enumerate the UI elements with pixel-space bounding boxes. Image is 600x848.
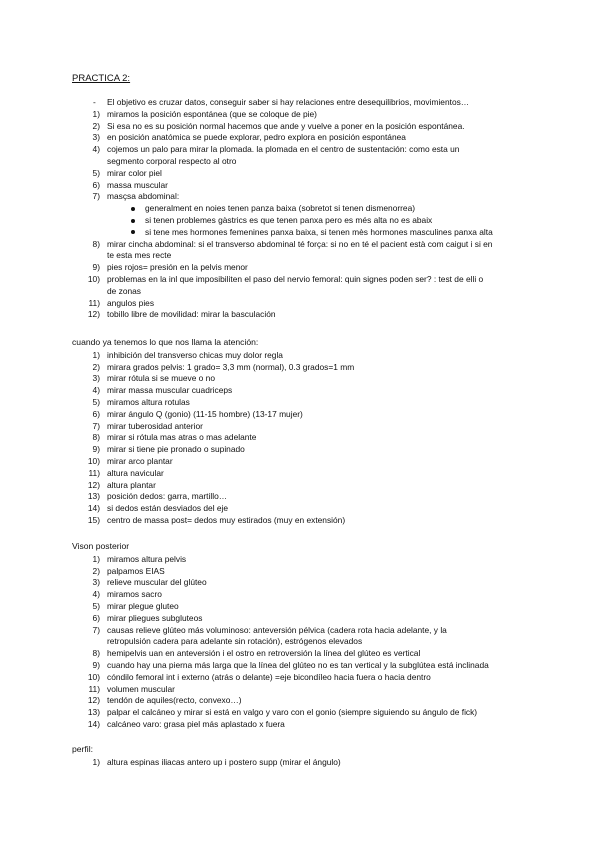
list-item-text: volumen muscular — [107, 683, 175, 694]
list-item-text: causas relieve glúteo más voluminoso: anteversión pélvica (cadera rota hacia adelante, y la — [107, 624, 447, 635]
list-item-text: mirar pliegues subgluteos — [107, 612, 203, 623]
list-item-number: 3) — [92, 373, 100, 384]
list-item-number: 14) — [87, 719, 100, 729]
list-item-number: 15) — [87, 515, 100, 525]
list-item-number: 9) — [92, 660, 100, 670]
list-item-text: si dedos están desviados del eje — [107, 503, 229, 514]
list-item-number: 8) — [92, 432, 100, 443]
list-item-number: 10) — [87, 456, 100, 466]
list-item-text: tendón de aquiles(recto, convexo…) — [107, 695, 242, 706]
list-item-text: cóndilo femoral int i externo (atrás o delante) =eje bicondíleo hacia fuera o hacia dentro — [107, 671, 431, 682]
list-item-text: mirar si rótula mas atras o mas adelante — [107, 432, 257, 443]
list-item-number: 1) — [92, 349, 100, 360]
list-item-number: 9) — [92, 444, 100, 455]
list-item-number: 8) — [92, 648, 100, 659]
bullet-icon — [131, 230, 135, 234]
list-item-text: relieve muscular del glúteo — [107, 577, 207, 588]
list-item-number: 10) — [87, 671, 100, 682]
list-item-text: altura plantar — [107, 479, 156, 490]
list-item-number: 14) — [87, 503, 100, 514]
list-item-text: mirar arco plantar — [107, 456, 173, 466]
list-item-number: 1) — [92, 108, 100, 119]
list-item-text: palpamos EIAS — [107, 565, 165, 576]
list-item-text: altura espinas iliacas antero up i postero supp (mirar el ángulo) — [107, 756, 341, 767]
list-item-text: masçsa abdominal: — [107, 191, 180, 202]
list-item-number: 13) — [87, 707, 100, 718]
list-item-number: 12) — [87, 309, 100, 320]
section-heading: cuando ya tenemos lo que nos llama la atención: — [72, 337, 259, 347]
list-item-number: 8) — [92, 238, 100, 249]
list-item-text: mirar massa muscular cuadriceps — [107, 385, 233, 396]
list-item-text: de zonas — [107, 285, 141, 296]
list-item-text: tobillo libre de movilidad: mirar la basculación — [107, 309, 276, 320]
list-item-text: segmento corporal respecto al otro — [107, 156, 237, 166]
list-item-text: altura navicular — [107, 467, 164, 478]
list-item-text: miramos altura pelvis — [107, 553, 187, 564]
list-item-text: mirar color piel — [107, 167, 162, 178]
bullet-text: si tene mes hormones femenines panxa baixa, si tenen mès hormones masculines panxa alta — [145, 226, 493, 237]
list-item-text: en posición anatómica se puede explorar, pedro explora en posición espontánea — [107, 132, 406, 143]
list-item-number: 5) — [92, 397, 100, 407]
list-item-text: problemas en la inl que imposibiliten el paso del nervio femoral: quin signes poden ser? : test de elli o — [107, 274, 484, 284]
list-item-number: 11) — [88, 297, 100, 308]
list-item-text: posición dedos: garra, martillo… — [107, 491, 228, 502]
list-item-text: palpar el calcáneo y mirar si está en valgo y varo con el gonio (siempre siguiendo su ángulo de fick) — [107, 707, 478, 718]
bullet-text: si tenen problemes gàstrics es que tenen panxa pero es més alta no es abaix — [145, 215, 433, 225]
intro-text: El objetivo es cruzar datos, conseguir saber si hay relaciones entre desequilibrios, movimientos… — [107, 97, 470, 107]
list-item-number: 2) — [92, 120, 100, 131]
list-item-text: centro de massa post= dedos muy estirados (muy en extensión) — [107, 515, 346, 525]
list-item-number: 1) — [92, 553, 100, 564]
list-item-number: 3) — [92, 577, 100, 588]
list-item-text: angulos pies — [107, 297, 155, 308]
list-item-text: miramos la posición espontánea (que se coloque de pie) — [107, 108, 317, 119]
list-item-number: 12) — [87, 695, 100, 706]
list-item-text: miramos altura rotulas — [107, 397, 190, 407]
list-item-text: mirar tuberosidad anterior — [107, 420, 203, 431]
list-item-text: mirara grados pelvis: 1 grado= 3,3 mm (normal), 0.3 grados=1 mm — [107, 361, 355, 372]
list-item-number: 7) — [92, 191, 100, 202]
list-item-text: Si esa no es su posición normal hacemos que ande y vuelve a poner en la posición espontánea. — [107, 120, 465, 131]
bullet-icon — [131, 207, 135, 211]
list-item-text: miramos sacro — [107, 589, 162, 600]
list-item-text: mirar rótula si se mueve o no — [107, 373, 215, 384]
list-item-text: mirar plegue gluteo — [107, 601, 179, 611]
list-item-text: retropulsión cadera para adelante sin rotación), estrógenos elevados — [107, 636, 363, 647]
list-item-number: 5) — [92, 601, 100, 611]
list-item-text: hemipelvis uan en anteversión i el ostro en retroversión la línea del glúteo es vertical — [107, 648, 421, 659]
list-item-text: mirar si tiene pie pronado o supinado — [107, 444, 245, 455]
list-item-text: pies rojos= presión en la pelvis menor — [107, 262, 248, 273]
bullet-icon — [131, 219, 135, 223]
list-item-text: cuando hay una pierna más larga que la línea del glúteo no es tan vertical y la subglútea está inclinada — [107, 660, 489, 670]
list-item-number: 3) — [92, 132, 100, 143]
list-item-number: 9) — [92, 262, 100, 273]
bullet-text: generalment en noies tenen panza baixa (sobretot si tenen dismenorrea) — [145, 203, 416, 214]
list-item-text: calcáneo varo: grasa piel más aplastado x fuera — [107, 719, 285, 729]
list-item-text: mirar cincha abdominal: si el transverso abdominal té força: si no en té el pacient està com caigut i si en — [107, 238, 493, 249]
list-item-text: te esta mes recte — [107, 250, 172, 261]
list-item-number: 5) — [92, 167, 100, 178]
list-item-text: mirar ángulo Q (gonio) (11-15 hombre) (13-17 mujer) — [107, 408, 303, 419]
list-item-number: 11) — [88, 683, 100, 694]
list-item-text: massa muscular — [107, 179, 168, 190]
list-item-number: 12) — [87, 479, 100, 490]
list-item-number: 4) — [92, 589, 100, 600]
list-item-text: cojemos un palo para mirar la plomada. la plomada en el centro de sustentación: como esta un — [107, 144, 460, 155]
list-item-number: 6) — [92, 179, 100, 190]
page-title: PRACTICA 2: — [72, 73, 131, 84]
list-item-number: 6) — [92, 612, 100, 623]
list-item-number: 7) — [92, 420, 100, 431]
list-item-text: inhibición del transverso chicas muy dolor regla — [107, 349, 283, 360]
list-item-number: 2) — [92, 565, 100, 576]
list-item-number: 7) — [92, 624, 100, 635]
list-item-number: 1) — [92, 756, 100, 767]
list-item-number: 4) — [92, 385, 100, 396]
list-item-number: 6) — [92, 408, 100, 419]
section-heading: perfil: — [72, 744, 94, 754]
intro-dash: - — [93, 97, 96, 107]
list-item-number: 10) — [87, 274, 100, 284]
list-item-number: 4) — [92, 144, 100, 155]
section-heading: Vison posterior — [72, 541, 130, 551]
list-item-number: 11) — [88, 467, 100, 478]
list-item-number: 2) — [92, 361, 100, 372]
list-item-number: 13) — [87, 491, 100, 502]
